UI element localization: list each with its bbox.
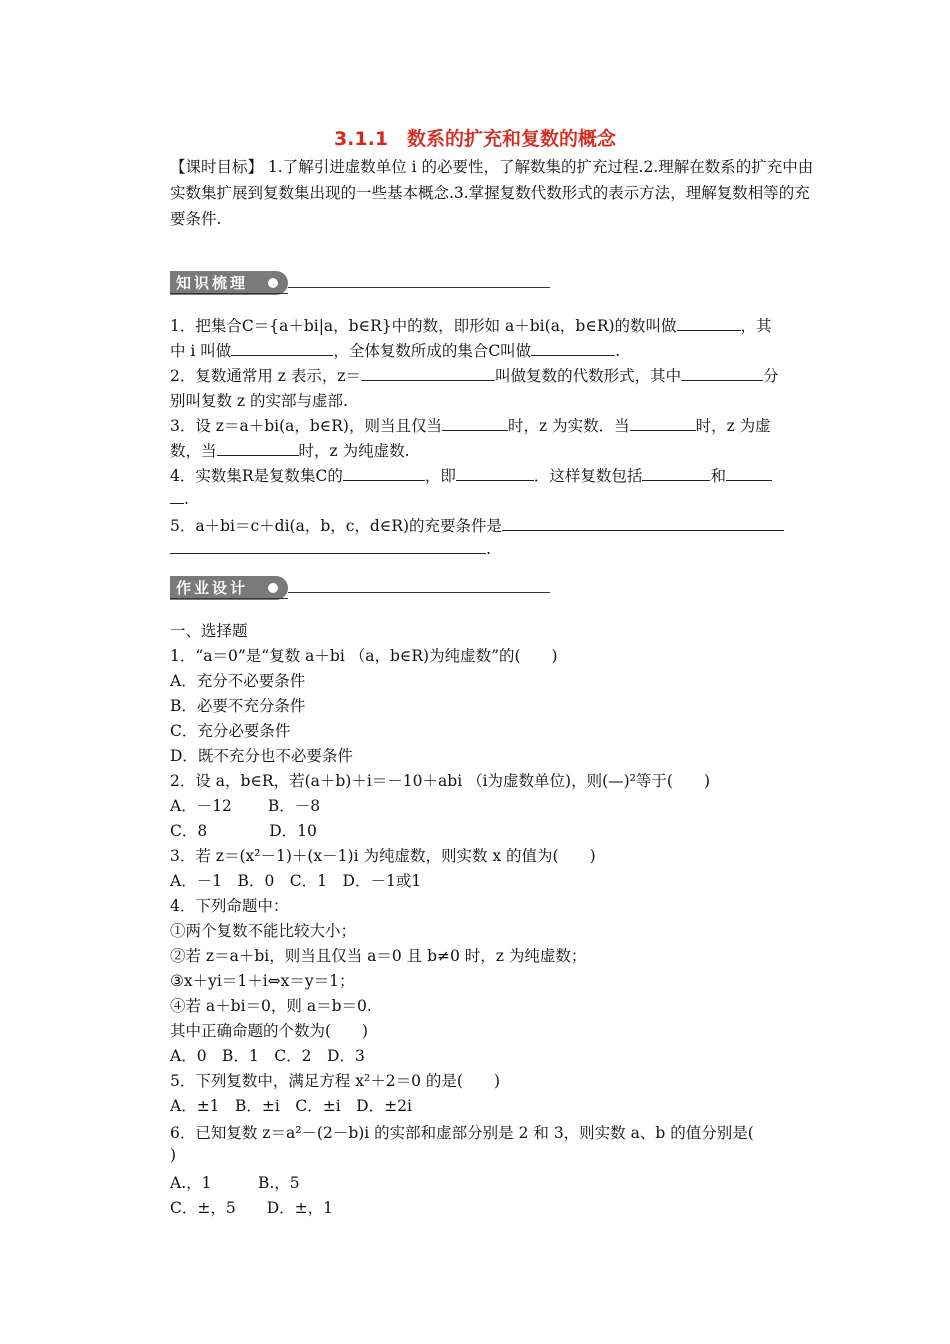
bullet-dot-icon	[268, 278, 278, 288]
fill-blank[interactable]	[170, 489, 184, 504]
knowledge-line: 1．把集合C＝{a＋bi|a，b∈R}中的数，即形如 a＋bi(a，b∈R)的数叫做 ，其	[170, 317, 772, 335]
fill-blank[interactable]	[677, 316, 741, 331]
exercise-line: 3．若 z＝(x²－1)＋(x－1)i 为纯虚数，则实数 x 的值为( )	[170, 847, 596, 865]
exercise-line: A.，1 B.，5	[170, 1174, 300, 1192]
exercise-line: 1．“a＝0”是“复数 a＋bi （a，b∈R)为纯虚数”的( )	[170, 647, 558, 665]
exercise-line: A．0 B．1 C．2 D．3	[170, 1047, 365, 1065]
bullet-dot-icon	[268, 583, 278, 593]
section-header-homework	[170, 576, 550, 600]
exercise-line: A．±1 B．±i C．±i D．±2i	[170, 1097, 412, 1115]
knowledge-line: 数，当 时，z 为纯虚数.	[170, 442, 410, 460]
section-header-knowledge	[170, 271, 550, 295]
exercise-line: 其中正确命题的个数为( )	[170, 1022, 369, 1040]
exercise-line: 6．已知复数 z＝a²－(2－b)i 的实部和虚部分别是 2 和 3，则实数 a、b 的值分别是(	[170, 1124, 754, 1142]
exercise-line: A．－1 B．0 C．1 D．－1或1	[170, 872, 422, 890]
section-underline	[170, 293, 288, 294]
exercise-line: ③x＋yi＝1＋i⇔x＝y＝1；	[170, 972, 355, 990]
fill-blank[interactable]	[442, 416, 508, 431]
exercise-line: D．既不充分也不必要条件	[170, 747, 353, 765]
exercise-line: ④若 a＋bi＝0，则 a＝b＝0.	[170, 997, 372, 1015]
fill-blank[interactable]	[343, 466, 425, 481]
fill-blank[interactable]	[231, 341, 333, 356]
exercise-line: C．±，5 D．±，1	[170, 1199, 333, 1217]
knowledge-line: .	[170, 539, 491, 558]
exercise-line: 2．设 a，b∈R，若(a＋b)＋i＝－10＋abi （i为虚数单位)，则(—)²等于( )	[170, 772, 710, 790]
knowledge-line: 2．复数通常用 z 表示，z＝ 叫做复数的代数形式，其中 分	[170, 367, 779, 385]
exercise-line: C．充分必要条件	[170, 722, 291, 740]
page-title: 3.1.1 数系的扩充和复数的概念	[333, 128, 617, 150]
section-label: 知识梳理	[170, 271, 288, 295]
exercise-line: )	[170, 1146, 177, 1164]
section-rule	[288, 592, 550, 593]
exercise-line: C．8 D．10	[170, 822, 317, 840]
knowledge-line: 中 i 叫做 ，全体复数所成的集合C叫做 .	[170, 342, 621, 360]
exercise-line: ②若 z＝a＋bi，则当且仅当 a＝0 且 b≠0 时，z 为纯虚数；	[170, 947, 587, 965]
exercise-line: A．－12 B．－8	[170, 797, 321, 815]
fill-blank[interactable]	[502, 516, 784, 531]
knowledge-line: 别叫复数 z 的实部与虚部.	[170, 392, 348, 410]
section-underline	[170, 598, 288, 599]
exercise-line: B．必要不充分条件	[170, 697, 306, 715]
knowledge-line: 3．设 z＝a＋bi(a，b∈R)，则当且仅当 时，z 为实数．当 时，z 为虚	[170, 417, 771, 435]
fill-blank[interactable]	[217, 441, 299, 456]
exercise-line: A．充分不必要条件	[170, 672, 306, 690]
fill-blank[interactable]	[630, 416, 696, 431]
knowledge-line: 5．a＋bi＝c＋di(a，b，c，d∈R)的充要条件是	[170, 514, 784, 536]
exercise-line: 一、选择题	[170, 622, 248, 640]
section-rule	[288, 287, 550, 288]
knowledge-line: 4．实数集R是复数集C的 ，即 ．这样复数包括 和	[170, 464, 772, 486]
fill-blank[interactable]	[456, 466, 534, 481]
exercise-line: 4．下列命题中：	[170, 897, 289, 915]
lesson-objective: 【课时目标】 1.了解引进虚数单位 i 的必要性，了解数集的扩充过程.2.理解在数系的扩充中由实数集扩展到复数集出现的一些基本概念.3.掌握复数代数形式的表示方法，理解复数相等的充要条件.	[170, 158, 814, 228]
fill-blank[interactable]	[681, 366, 763, 381]
fill-blank[interactable]	[361, 366, 495, 381]
fill-blank[interactable]	[531, 341, 615, 356]
exercise-line: ①两个复数不能比较大小；	[170, 922, 357, 940]
fill-blank[interactable]	[726, 466, 772, 481]
fill-blank[interactable]	[170, 539, 486, 554]
exercise-line: 5．下列复数中，满足方程 x²＋2＝0 的是( )	[170, 1072, 500, 1090]
section-label: 作业设计	[170, 576, 288, 600]
fill-blank[interactable]	[642, 466, 710, 481]
knowledge-line: .	[170, 489, 189, 508]
